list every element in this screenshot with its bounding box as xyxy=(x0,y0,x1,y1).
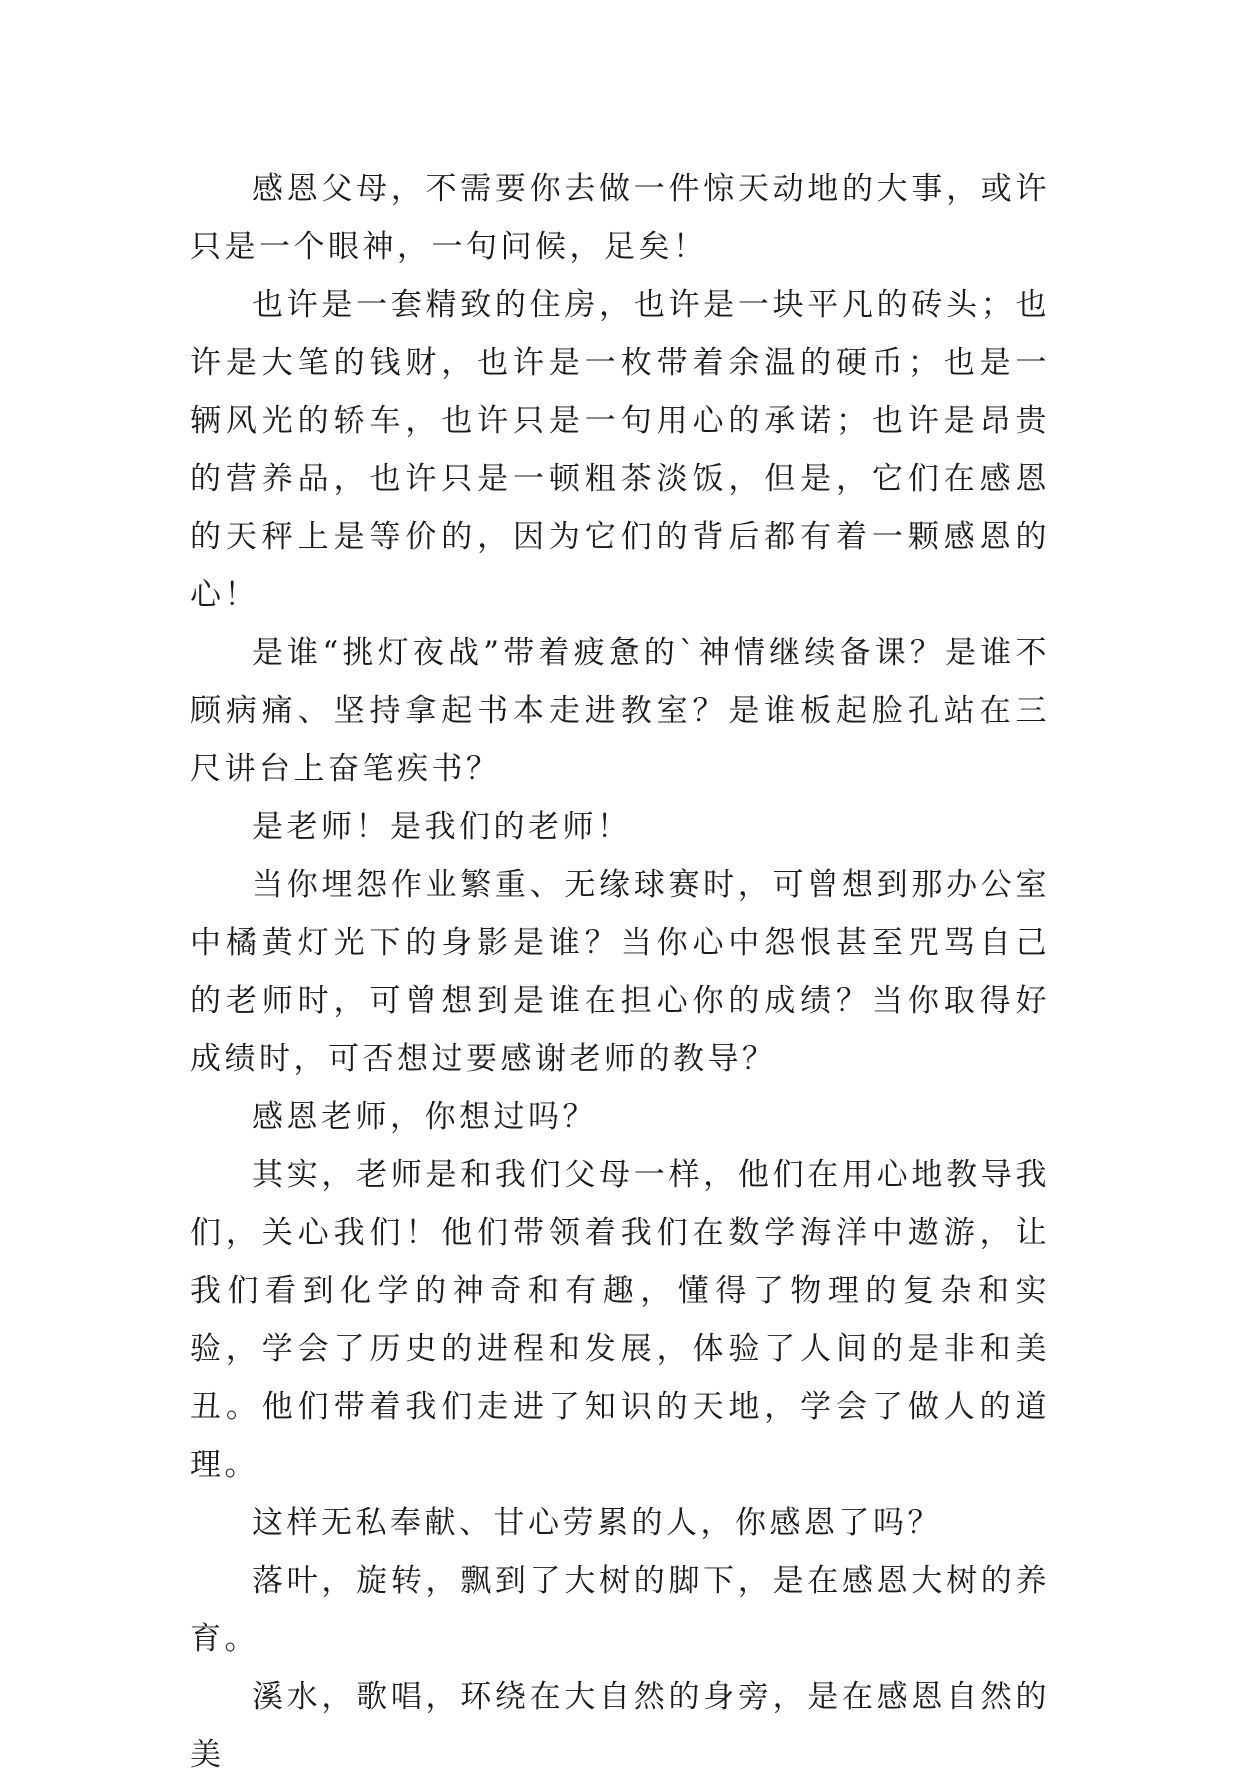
paragraph: 感恩老师，你想过吗？ xyxy=(252,1099,597,1135)
paragraph: 落叶，旋转，飘到了大树的脚下，是在感恩大树的养育。 xyxy=(190,1563,1050,1657)
paragraph: 这样无私奉献、甘心劳累的人，你感恩了吗？ xyxy=(252,1505,942,1541)
paragraph: 当你埋怨作业繁重、无缘球赛时，可曾想到那办公室中橘黄灯光下的身影是谁？当你心中怨恨甚至咒骂自己的老师时，可曾想到是谁在担心你的成绩？当你取得好成绩时，可否想过要感谢老师的教导？ xyxy=(190,867,1050,1077)
paragraph: 其实，老师是和我们父母一样，他们在用心地教导我们，关心我们！他们带领着我们在数学海洋中遨游，让我们看到化学的神奇和有趣，懂得了物理的复杂和实验，学会了历史的进程和发展，体验了人间的是非和美丑。他们带着我们走进了知识的天地，学会了做人的道理。 xyxy=(190,1157,1050,1483)
paragraph: 也许是一套精致的住房，也许是一块平凡的砖头；也许是大笔的钱财，也许是一枚带着余温的硬币；也是一辆风光的轿车，也许只是一句用心的承诺；也许是昂贵的营养品，也许只是一顿粗茶淡饭，但是，它们在感恩的天秤上是等价的，因为它们的背后都有着一颗感恩的心！ xyxy=(190,287,1050,613)
paragraph: 感恩父母，不需要你去做一件惊天动地的大事，或许只是一个眼神，一句问候，足矣！ xyxy=(190,171,1050,265)
paragraph: 是谁“挑灯夜战”带着疲惫的`神情继续备课？是谁不顾病痛、坚持拿起书本走进教室？是谁板起脸孔站在三尺讲台上奋笔疾书？ xyxy=(190,635,1050,787)
paragraph: 溪水，歌唱，环绕在大自然的身旁，是在感恩自然的美 xyxy=(190,1679,1050,1773)
paragraph: 是老师！是我们的老师！ xyxy=(252,809,632,845)
document-body xyxy=(190,160,1050,1784)
